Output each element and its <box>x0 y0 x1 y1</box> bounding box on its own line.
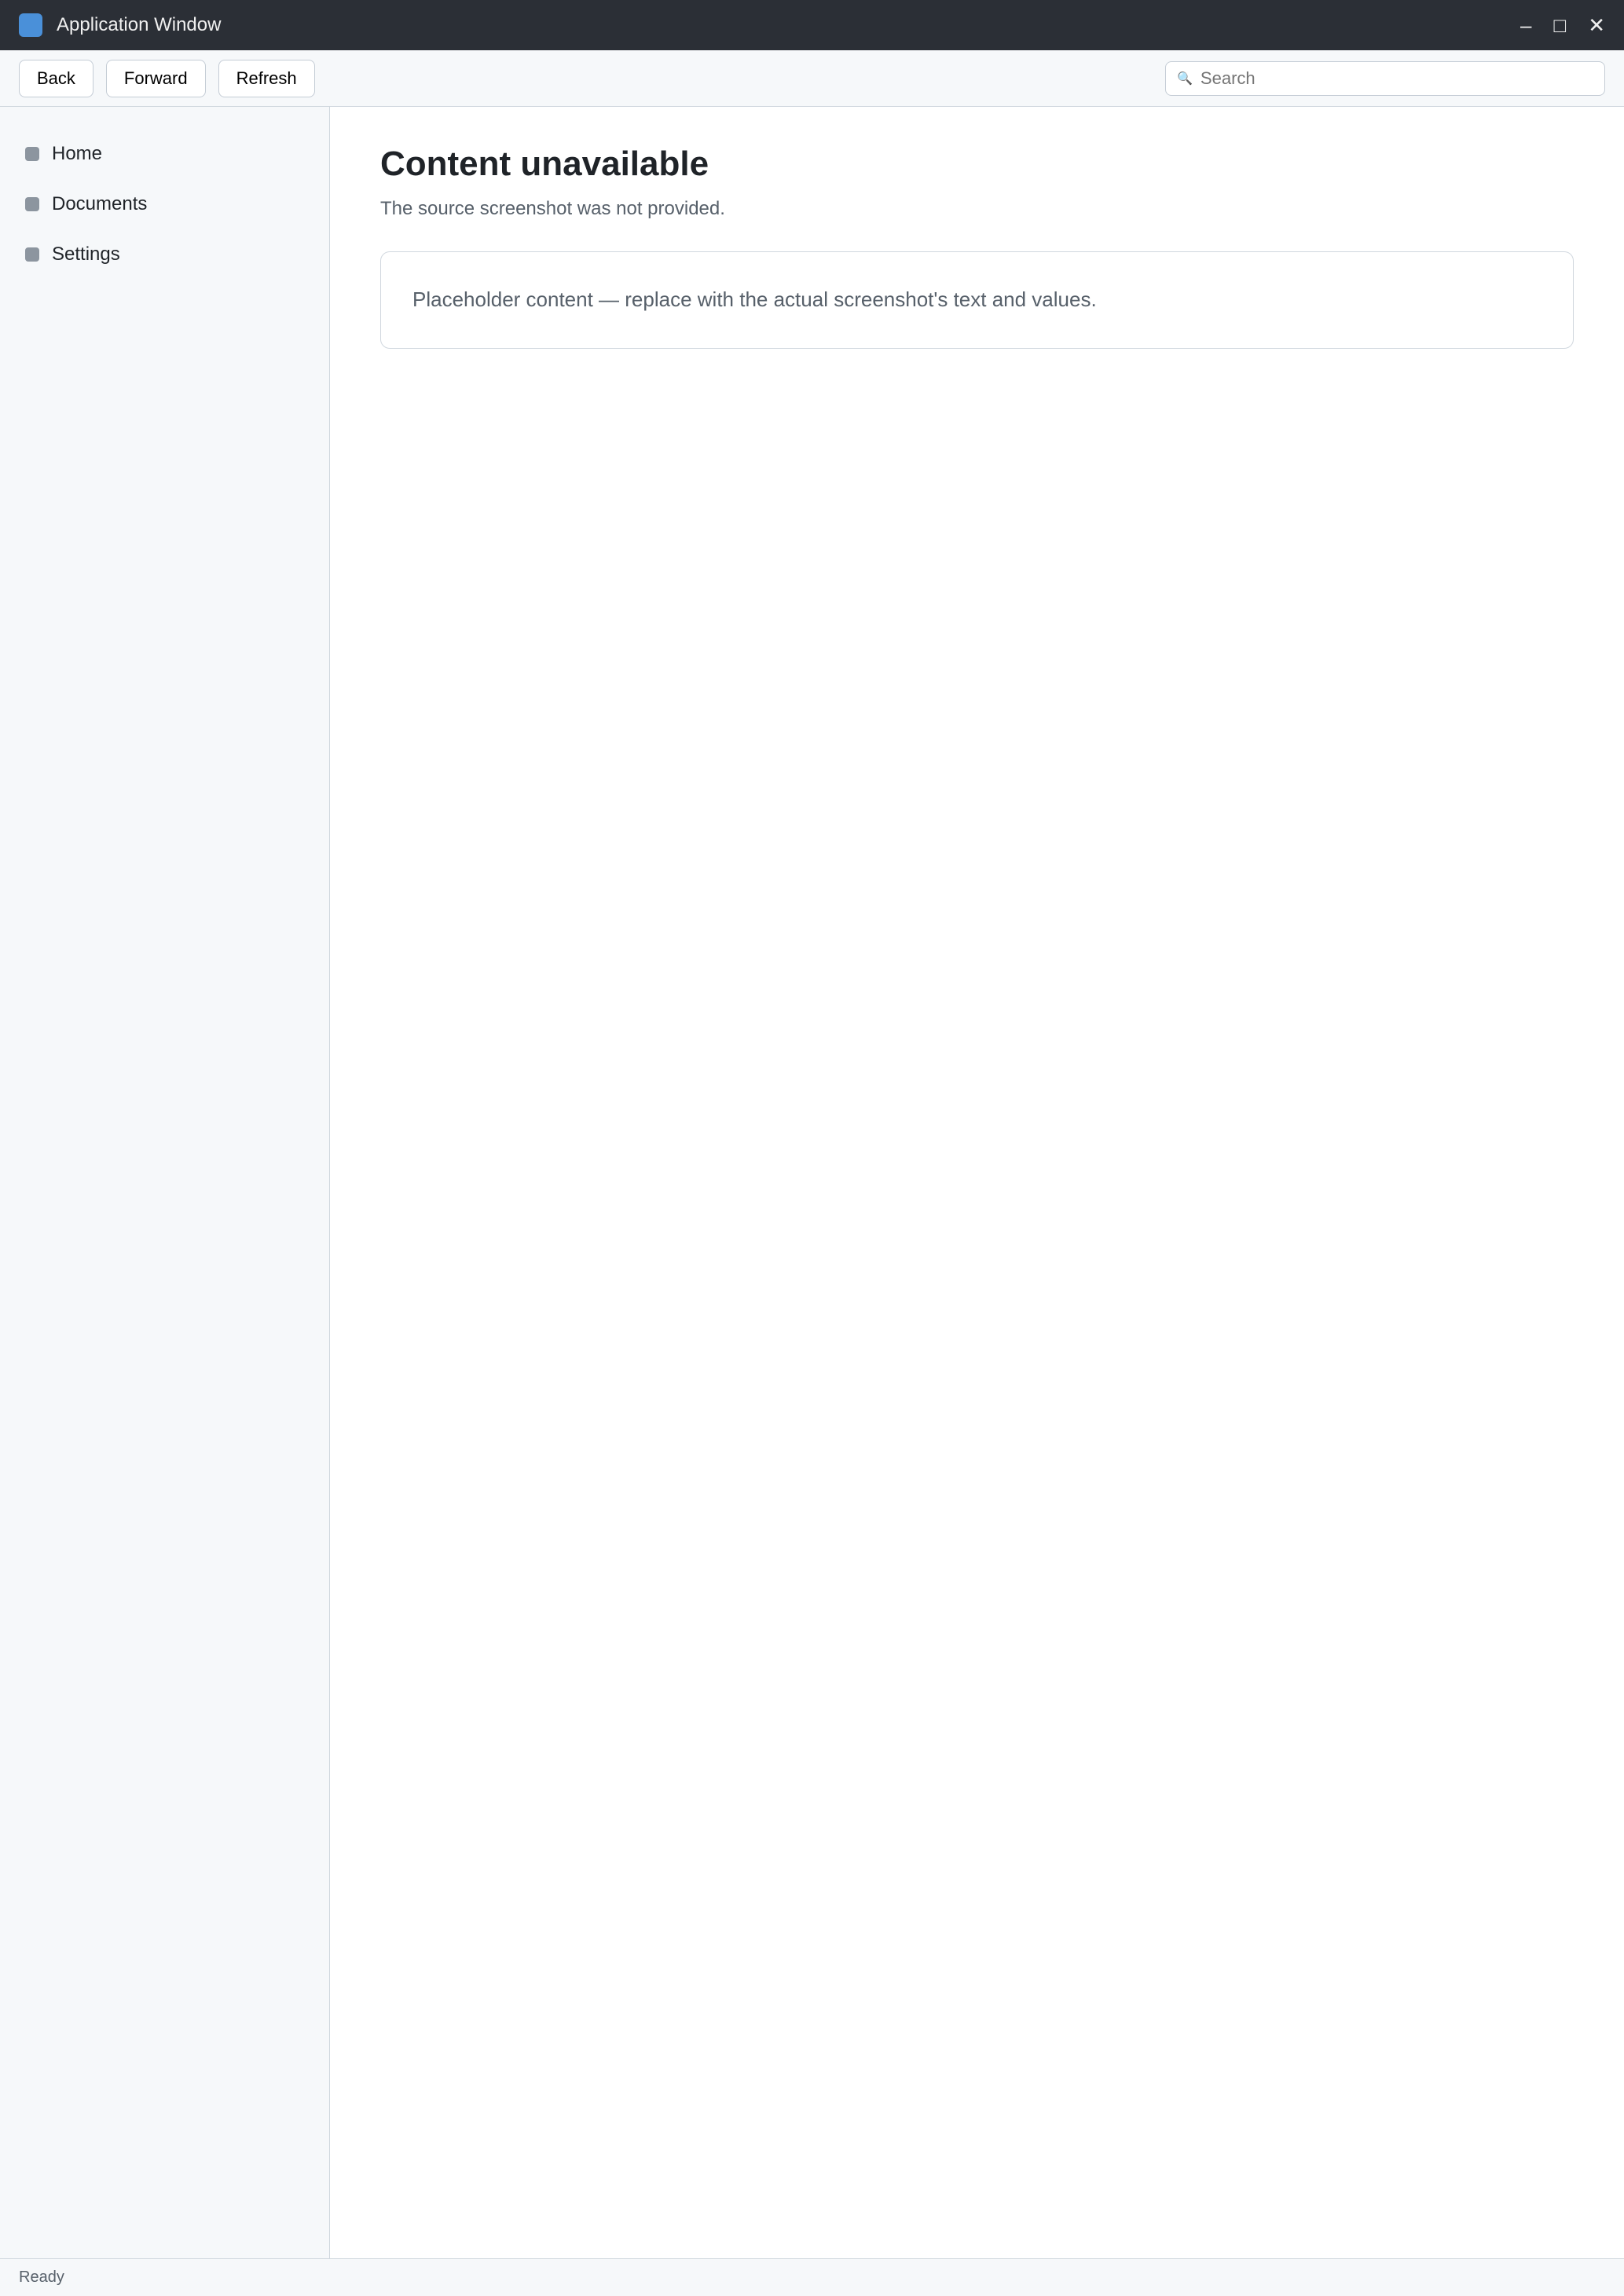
sidebar-item-home[interactable] <box>0 129 329 179</box>
minimize-icon[interactable]: – <box>1520 13 1532 37</box>
page-title: Content unavailable <box>380 145 709 183</box>
back-button[interactable]: Back <box>19 60 93 97</box>
status-bar <box>0 2258 1624 2296</box>
search-icon: 🔍 <box>1177 71 1193 86</box>
search-box <box>1165 61 1605 96</box>
search-input[interactable] <box>1201 68 1593 89</box>
sidebar <box>0 107 330 2258</box>
page-subtitle: The source screenshot was not provided. <box>380 198 725 219</box>
window-controls <box>1520 13 1605 38</box>
main-content <box>330 107 1624 2258</box>
sidebar-item-label: Documents <box>52 193 148 214</box>
close-icon[interactable]: ✕ <box>1588 13 1605 37</box>
sidebar-item-documents[interactable] <box>0 179 329 229</box>
sidebar-item-label: Settings <box>52 244 120 265</box>
forward-button[interactable]: Forward <box>106 60 206 97</box>
folder-icon <box>25 197 39 211</box>
maximize-icon[interactable]: □ <box>1553 13 1567 37</box>
sidebar-item-settings[interactable] <box>0 229 329 280</box>
home-icon <box>25 147 39 161</box>
placeholder-message: Placeholder content — replace with the actual screenshot's text and values. <box>412 287 1097 311</box>
app-icon <box>19 13 42 37</box>
app-body <box>0 107 1624 2258</box>
sidebar-item-label: Home <box>52 143 103 164</box>
toolbar <box>0 50 1624 107</box>
status-text: Ready <box>19 2269 64 2286</box>
gear-icon <box>25 247 39 262</box>
refresh-button[interactable]: Refresh <box>218 60 315 97</box>
title-bar <box>0 0 1624 50</box>
window-title: Application Window <box>57 14 222 35</box>
content-panel <box>380 251 1574 349</box>
